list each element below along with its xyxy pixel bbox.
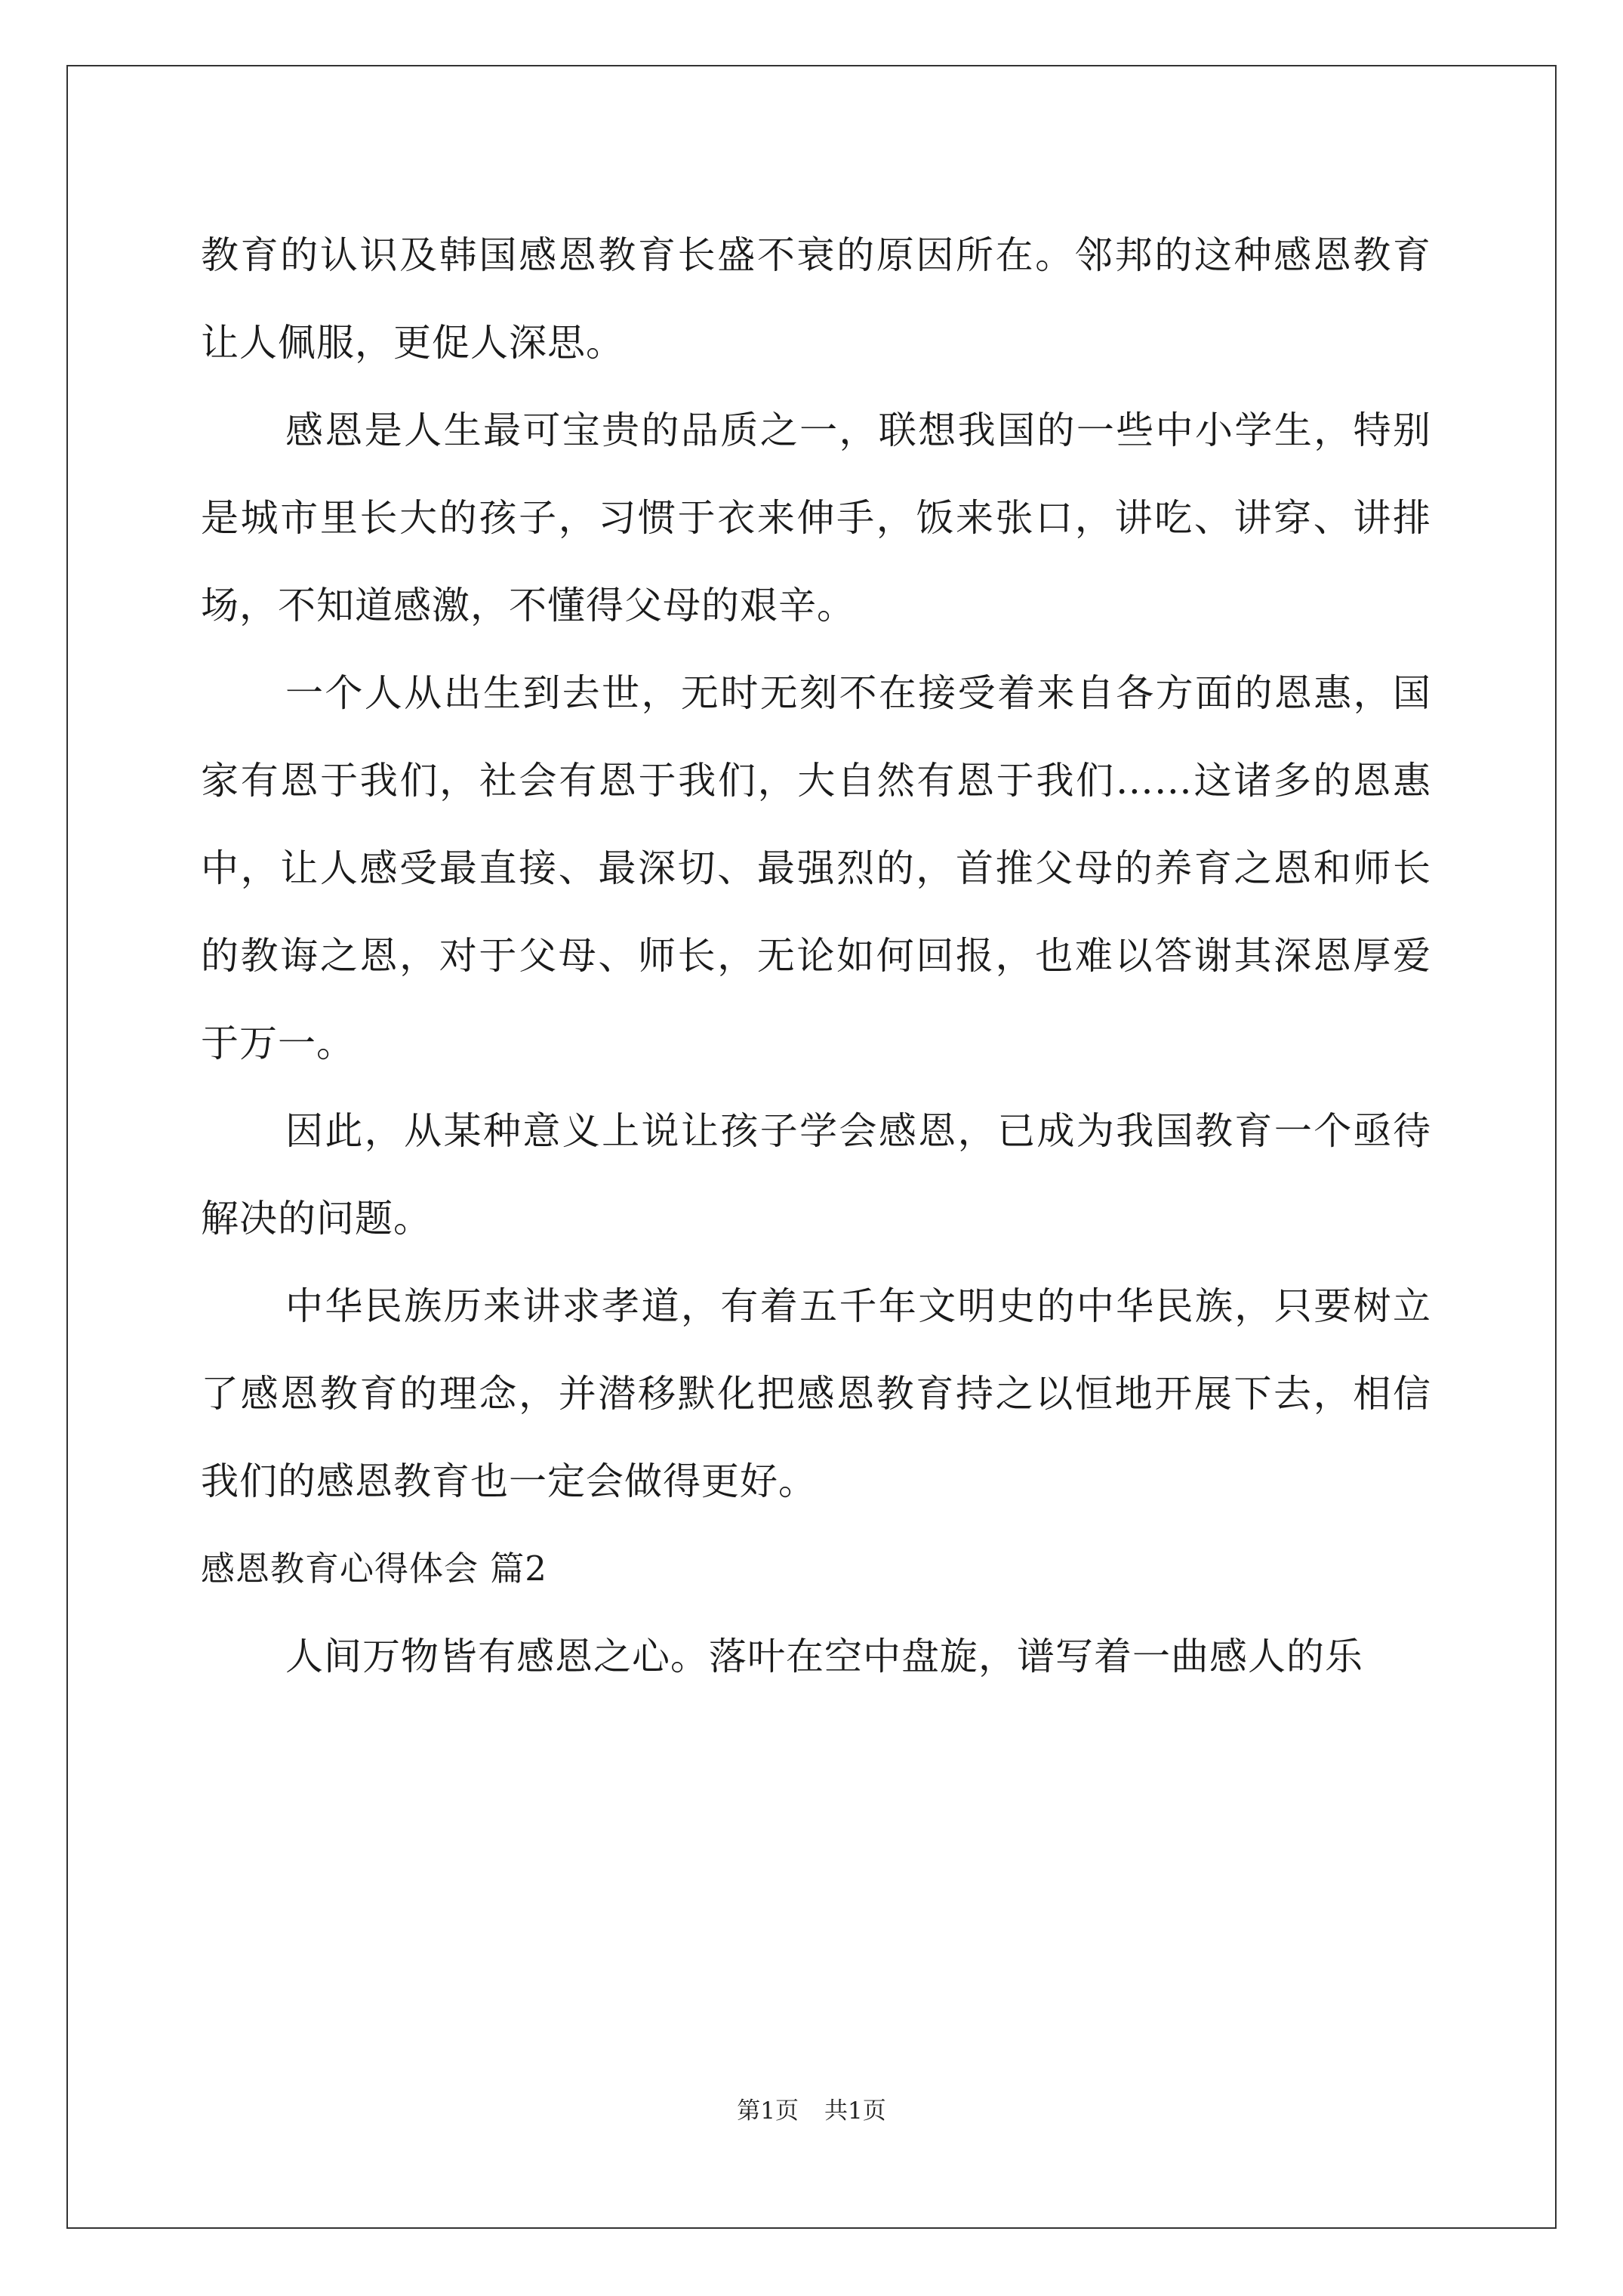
paragraph-kindness-received: 一个人从出生到去世，无时无刻不在接受着来自各方面的恩惠，国家有恩于我们，社会有恩于我们，大自然有恩于我们……这诸多的恩惠中，让人感受最直接、最深切、最强烈的，首推父母的养育之恩和师长的教诲之恩，对于父母、师长，无论如何回报，也难以答谢其深恩厚爱于万一。	[201, 671, 1431, 1065]
paragraph-education-problem: 因此，从某种意义上说让孩子学会感恩，已成为我国教育一个亟待解决的问题。	[201, 1109, 1431, 1240]
document-body	[201, 211, 1431, 1700]
page-footer	[0, 2091, 1623, 2125]
paragraph-continuation: 教育的认识及韩国感恩教育长盛不衰的原因所在。邻邦的这种感恩教育让人佩服，更促人深思。	[201, 233, 1431, 365]
paragraph-filial-piety: 中华民族历来讲求孝道，有着五千年文明史的中华民族，只要树立了感恩教育的理念，并潜移默化把感恩教育持之以恒地开展下去，相信我们的感恩教育也一定会做得更好。	[201, 1284, 1431, 1503]
paragraph-gratitude-quality: 感恩是人生最可宝贵的品质之一，联想我国的一些中小学生，特别是城市里长大的孩子，习惯于衣来伸手，饭来张口，讲吃、讲穿、讲排场，不知道感激，不懂得父母的艰辛。	[201, 408, 1431, 627]
section-heading: 感恩教育心得体会 篇2	[201, 1549, 547, 1589]
page-total: 共1页	[824, 2097, 886, 2125]
paragraph-section-start: 人间万物皆有感恩之心。落叶在空中盘旋，谱写着一曲感人的乐	[285, 1635, 1363, 1678]
page-number: 第1页	[737, 2097, 799, 2125]
